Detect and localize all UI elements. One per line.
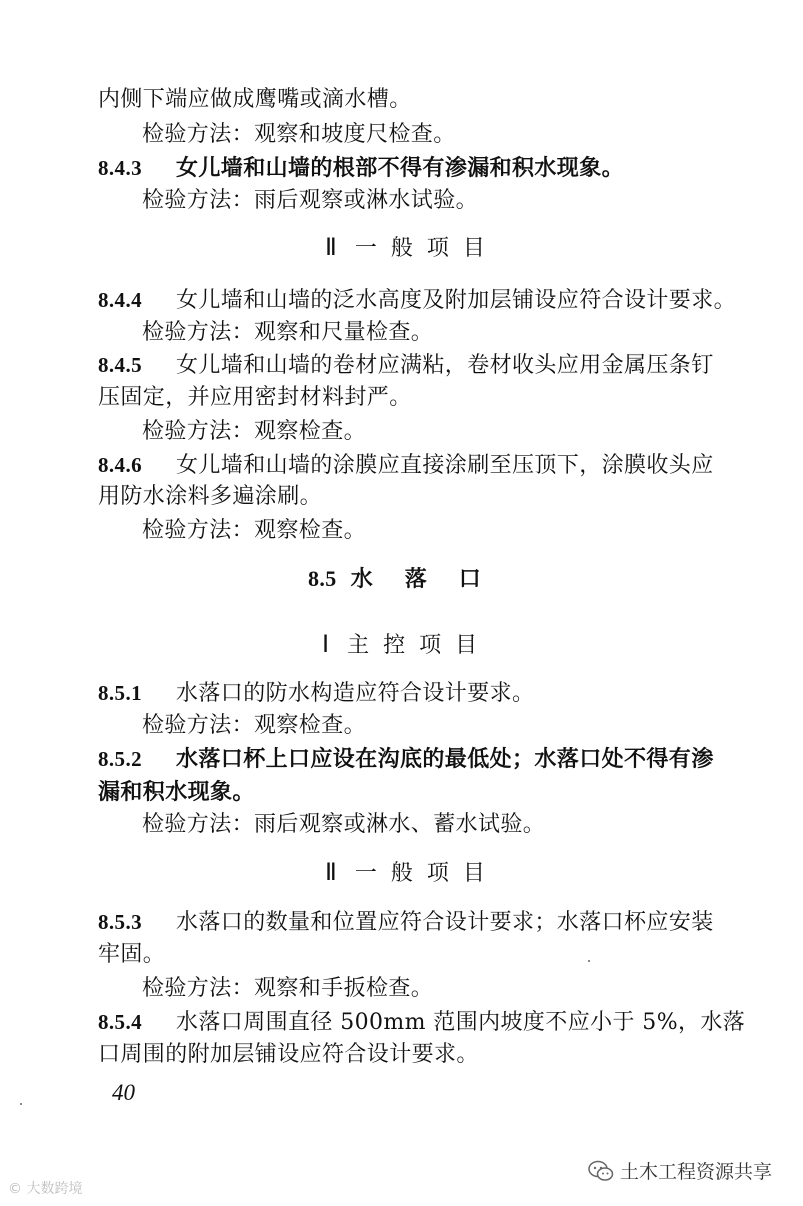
clause-number: 8.5.2 (98, 747, 142, 771)
clause-8-4-4 (98, 285, 736, 316)
subsection-heading-main (322, 630, 491, 661)
inspection-method: 检验方法：雨后观察或淋水试验。 (142, 188, 479, 213)
page-number: 40 (112, 1080, 135, 1105)
watermark-left: © 大数跨境 (8, 1181, 83, 1197)
clause-8-4-3 (98, 153, 624, 184)
clause-text: 水落口的防水构造应符合设计要求。 (176, 681, 535, 706)
clause-number: 8.4.6 (98, 453, 142, 477)
subsection-heading-general (325, 233, 499, 264)
clause-text: 水落口的数量和位置应符合设计要求；水落口杯应安装 (176, 910, 714, 935)
clause-number: 8.5.3 (98, 910, 142, 934)
clause-text: 水落口杯上口应设在沟底的最低处；水落口处不得有渗 (176, 746, 714, 772)
clause-8-5-3 (98, 907, 714, 938)
clause-8-4-6 (98, 450, 714, 481)
clause-number: 8.4.3 (98, 156, 142, 180)
inspection-method: 检验方法：观察和手扳检查。 (142, 976, 434, 1001)
clause-8-5-4 (98, 1007, 745, 1038)
watermark-text: 土木工程资源共享 (620, 1161, 773, 1183)
clause-8-5-1 (98, 678, 534, 709)
watermark-right (588, 1157, 772, 1184)
section-name: 水落口 (350, 566, 513, 592)
scan-speck (20, 1103, 22, 1105)
clause-number: 8.4.4 (98, 288, 142, 312)
clause-text: 女儿墙和山墙的根部不得有渗漏和积水现象。 (176, 155, 625, 181)
text-line: 牢固。 (98, 942, 166, 967)
clause-text: 水落口周围直径 500mm 范围内坡度不应小于 5%，水落 (176, 1010, 746, 1035)
text-line: 内侧下端应做成鹰嘴或滴水槽。 (98, 87, 412, 112)
wechat-icon (588, 1160, 614, 1182)
subsection-heading-general (325, 858, 499, 889)
clause-number: 8.4.5 (98, 353, 142, 377)
roman-numeral: Ⅱ (325, 235, 337, 261)
roman-numeral: Ⅱ (325, 860, 337, 886)
text-line: 压固定，并应用密封材料封严。 (98, 385, 412, 410)
inspection-method: 检验方法：雨后观察或淋水、蓄水试验。 (142, 812, 546, 837)
heading-text: 主控项目 (347, 633, 492, 658)
inspection-method: 检验方法：观察和坡度尺检查。 (142, 122, 456, 147)
clause-number: 8.5.1 (98, 681, 142, 705)
heading-text: 一般项目 (354, 236, 499, 261)
inspection-method: 检验方法：观察检查。 (142, 518, 367, 543)
text-line: 漏和积水现象。 (98, 779, 255, 805)
clause-number: 8.5.4 (98, 1010, 142, 1034)
clause-text: 女儿墙和山墙的卷材应满粘，卷材收头应用金属压条钉 (176, 353, 714, 378)
inspection-method: 检验方法：观察和尺量检查。 (142, 320, 434, 345)
clause-text: 女儿墙和山墙的泛水高度及附加层铺设应符合设计要求。 (176, 288, 737, 313)
text-line: 用防水涂料多遍涂刷。 (98, 484, 323, 509)
clause-8-4-5 (98, 350, 714, 381)
scan-speck (588, 960, 590, 962)
inspection-method: 检验方法：观察检查。 (142, 713, 367, 738)
roman-numeral: Ⅰ (322, 632, 330, 658)
clause-8-5-2 (98, 744, 714, 775)
heading-text: 一般项目 (354, 861, 499, 886)
text-line: 口周围的附加层铺设应符合设计要求。 (98, 1042, 479, 1067)
section-number: 8.5 (308, 566, 337, 591)
inspection-method: 检验方法：观察检查。 (142, 419, 367, 444)
section-title (308, 564, 513, 594)
clause-text: 女儿墙和山墙的涂膜应直接涂刷至压顶下，涂膜收头应 (176, 453, 714, 478)
